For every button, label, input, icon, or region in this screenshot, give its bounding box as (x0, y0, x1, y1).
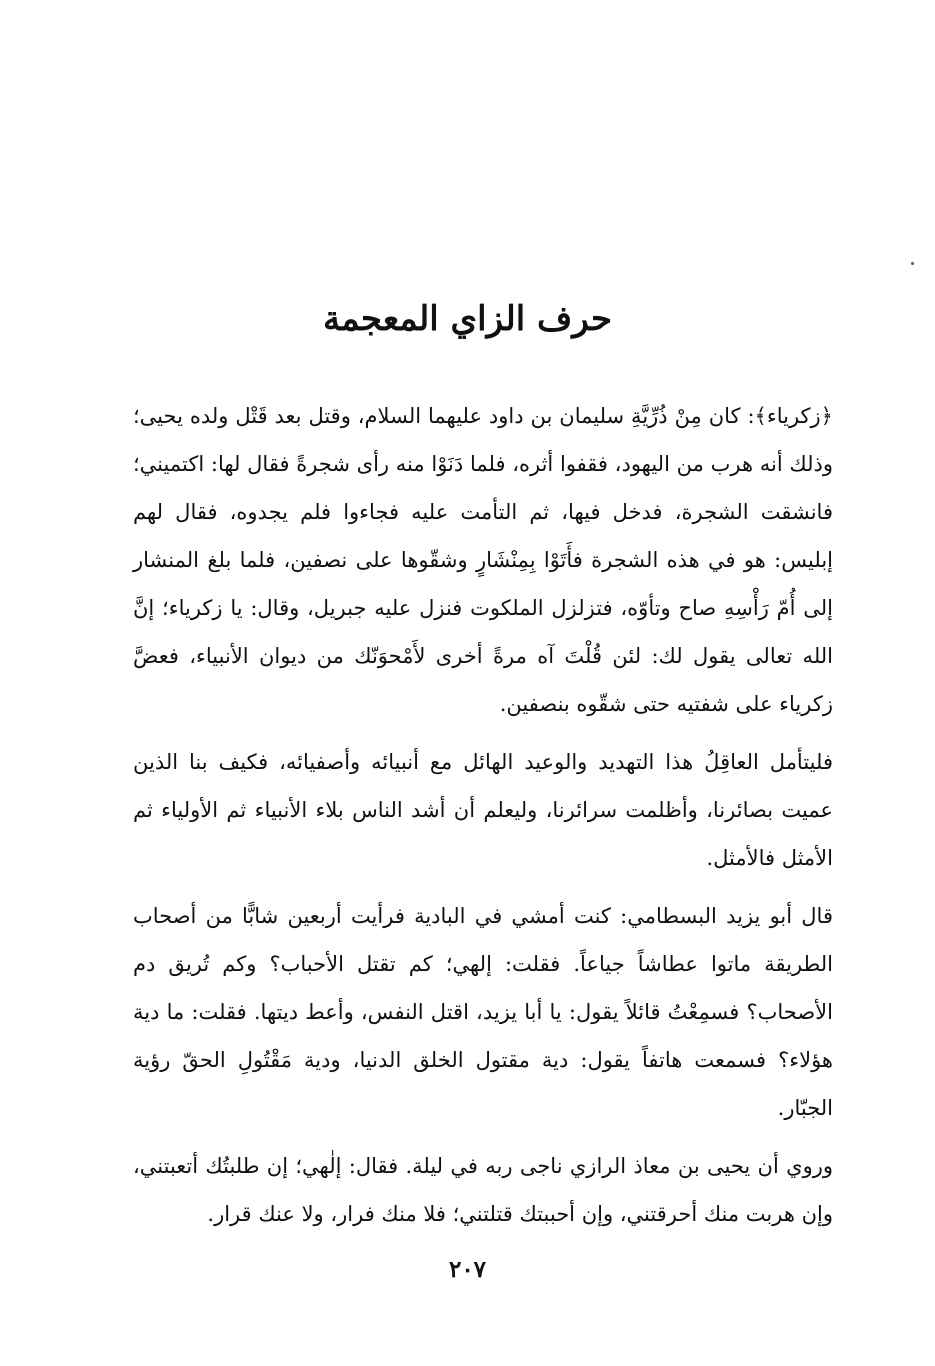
page-number: ٢٠٧ (448, 1256, 487, 1283)
paragraph-abu-yazid: قال أبو يزيد البسطامي: كنت أمشي في البادية فرأيت أربعين شابًّا من أصحاب الطريقة ماتوا عطاشاً جياعاً. فقلت: إلهي؛ كم تقتل الأحباب؟ وكم تُريق دم الأصحاب؟ فسمِعْتُ قائلاً يقول: يا أبا يزيد، اقتل النفس، وأعط ديتها. فقلت: ما دية هؤلاء؟ فسمعت هاتفاً يقول: دية مقتول الخلق الدنيا، ودية مَقْتُولِ الحقّ رؤية الجبّار. (133, 904, 833, 1120)
paragraph-yahya-ibn-muadh: وروي أن يحيى بن معاذ الرازي ناجى ربه في ليلة. فقال: إلٰهي؛ إن طلبتُك أتعبتني، وإن هربت منك أحرقتني، وإن أحببتك قتلتني؛ فلا منك فرار، ولا عنك قرار. (133, 1154, 833, 1226)
paragraph-zakariya: ﴿زكرياء﴾: كان مِنْ ذُرِّيَّةِ سليمان بن داود عليهما السلام، وقتل بعد قَتْل ولده يحيى؛ وذلك أنه هرب من اليهود، فقفوا أثره، فلما دَنَوْا منه رأى شجرةً فقال لها: اكتميني؛ فانشقت الشجرة، فدخل فيها، ثم التأمت عليه فجاءوا فلم يجدوه، فقال لهم إبليس: هو في هذه الشجرة فأَتَوْا بِمِنْشَارٍ وشقّوها على نصفين، فلما بلغ المنشار إلى أُمّ رَأْسِهِ صاح وتأوّه، فتزلزل الملكوت فنزل عليه جبريل، وقال: يا زكرياء؛ إنَّ الله تعالى يقول لك: لئن قُلْتَ آه مرةً أخرى لأَمْحوَنّك من ديوان الأنبياء، فعضَّ زكرياء على شفتيه حتى شقّوه بنصفين. (133, 404, 833, 716)
paragraph-reflection: فليتأمل العاقِلُ هذا التهديد والوعيد الهائل مع أنبيائه وأصفيائه، فكيف بنا الذين عميت بصائرنا، وأظلمت سرائرنا، وليعلم أن أشد الناس بلاء الأنبياء ثم الأولياء ثم الأمثل فالأمثل. (133, 750, 833, 870)
chapter-heading: حرف الزاي المعجمة (322, 298, 613, 339)
stray-ink-mark (911, 262, 914, 265)
body-text (133, 392, 833, 1248)
